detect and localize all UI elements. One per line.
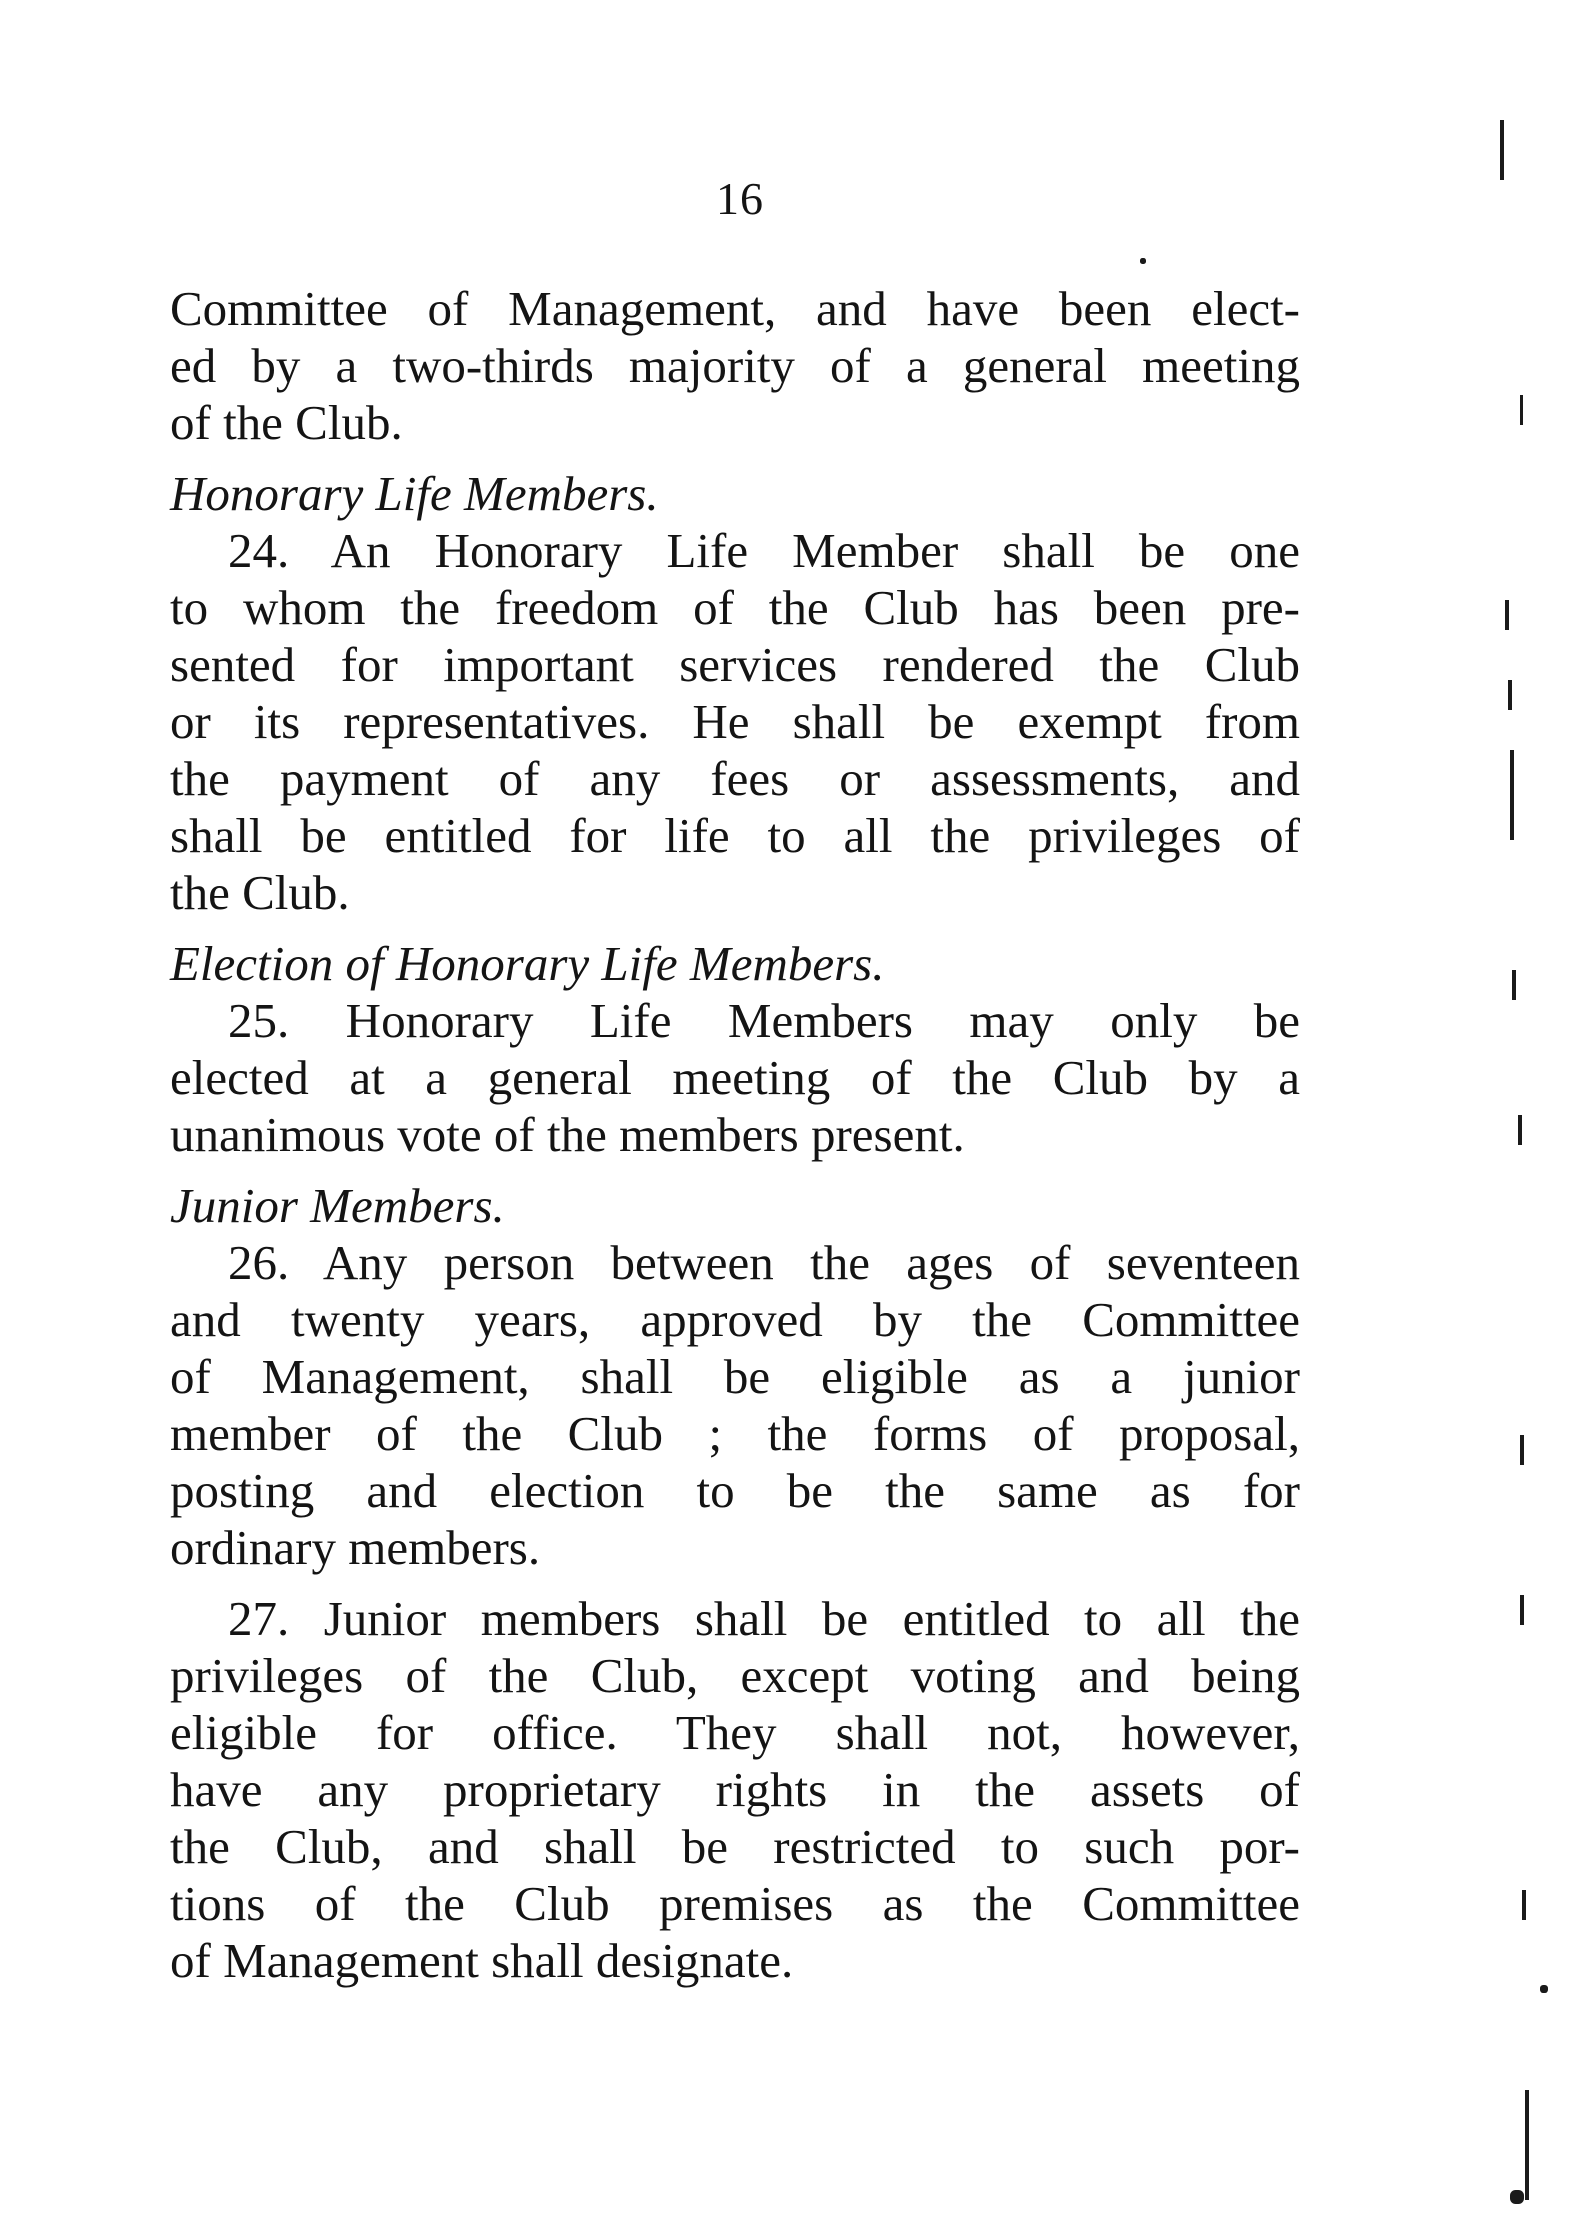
binding-mark <box>1500 120 1504 180</box>
text-line: of Management shall designate. <box>170 1933 794 1988</box>
text-line: the Club. <box>170 865 350 920</box>
text-line: tions of the Club premises as the Committee <box>170 1876 1300 1931</box>
text-line: 26. Any person between the ages of seventeen <box>228 1235 1300 1290</box>
text-line: 27. Junior members shall be entitled to all the <box>228 1591 1300 1646</box>
binding-mark <box>1520 1435 1524 1465</box>
binding-mark <box>1510 750 1514 840</box>
text-line: of the Club. <box>170 395 403 450</box>
text-line: shall be entitled for life to all the privileges of <box>170 808 1300 863</box>
scan-speck <box>1540 1985 1548 1993</box>
section-heading-election-of-honorary-life-members: Election of Honorary Life Members. <box>170 936 885 991</box>
text-line: sented for important services rendered the Club <box>170 637 1300 692</box>
text-line: or its representatives. He shall be exempt from <box>170 694 1300 749</box>
binding-mark <box>1505 600 1509 630</box>
text-line: have any proprietary rights in the assets of <box>170 1762 1300 1817</box>
text-line: 25. Honorary Life Members may only be <box>228 993 1300 1048</box>
text-line: eligible for office. They shall not, however, <box>170 1705 1300 1760</box>
text-line: to whom the freedom of the Club has been pre- <box>170 580 1300 635</box>
text-line: ed by a two-thirds majority of a general meeting <box>170 338 1300 393</box>
binding-mark <box>1508 680 1512 710</box>
text-line: of Management, shall be eligible as a junior <box>170 1349 1300 1404</box>
text-line: 24. An Honorary Life Member shall be one <box>228 523 1300 578</box>
rule-26-paragraph <box>170 1234 1300 1576</box>
rule-25-paragraph <box>170 992 1300 1163</box>
scan-speck <box>1140 258 1146 264</box>
text-line: ordinary members. <box>170 1520 541 1575</box>
rule-24-paragraph <box>170 522 1300 921</box>
section-heading-junior-members: Junior Members. <box>170 1178 505 1233</box>
section-heading-honorary-life-members: Honorary Life Members. <box>170 466 659 521</box>
text-column <box>170 280 1300 1989</box>
page-number: 16 <box>716 173 764 224</box>
scan-speck <box>1510 2190 1524 2204</box>
text-line: the Club, and shall be restricted to such por- <box>170 1819 1300 1874</box>
text-line: unanimous vote of the members present. <box>170 1107 965 1162</box>
binding-mark <box>1518 1115 1522 1145</box>
text-line: posting and election to be the same as for <box>170 1463 1300 1518</box>
binding-mark <box>1512 970 1516 1000</box>
binding-mark <box>1522 1890 1526 1920</box>
binding-mark <box>1520 1595 1524 1625</box>
text-line: elected at a general meeting of the Club by a <box>170 1050 1300 1105</box>
rule-27-paragraph <box>170 1590 1300 1989</box>
binding-mark <box>1520 395 1523 425</box>
text-line: privileges of the Club, except voting and being <box>170 1648 1300 1703</box>
text-line: member of the Club ; the forms of proposal, <box>170 1406 1300 1461</box>
text-line: the payment of any fees or assessments, and <box>170 751 1300 806</box>
binding-mark <box>1525 2090 1529 2200</box>
text-line: Committee of Management, and have been elect- <box>170 281 1300 336</box>
text-line: and twenty years, approved by the Committee <box>170 1292 1300 1347</box>
intro-paragraph <box>170 280 1300 451</box>
